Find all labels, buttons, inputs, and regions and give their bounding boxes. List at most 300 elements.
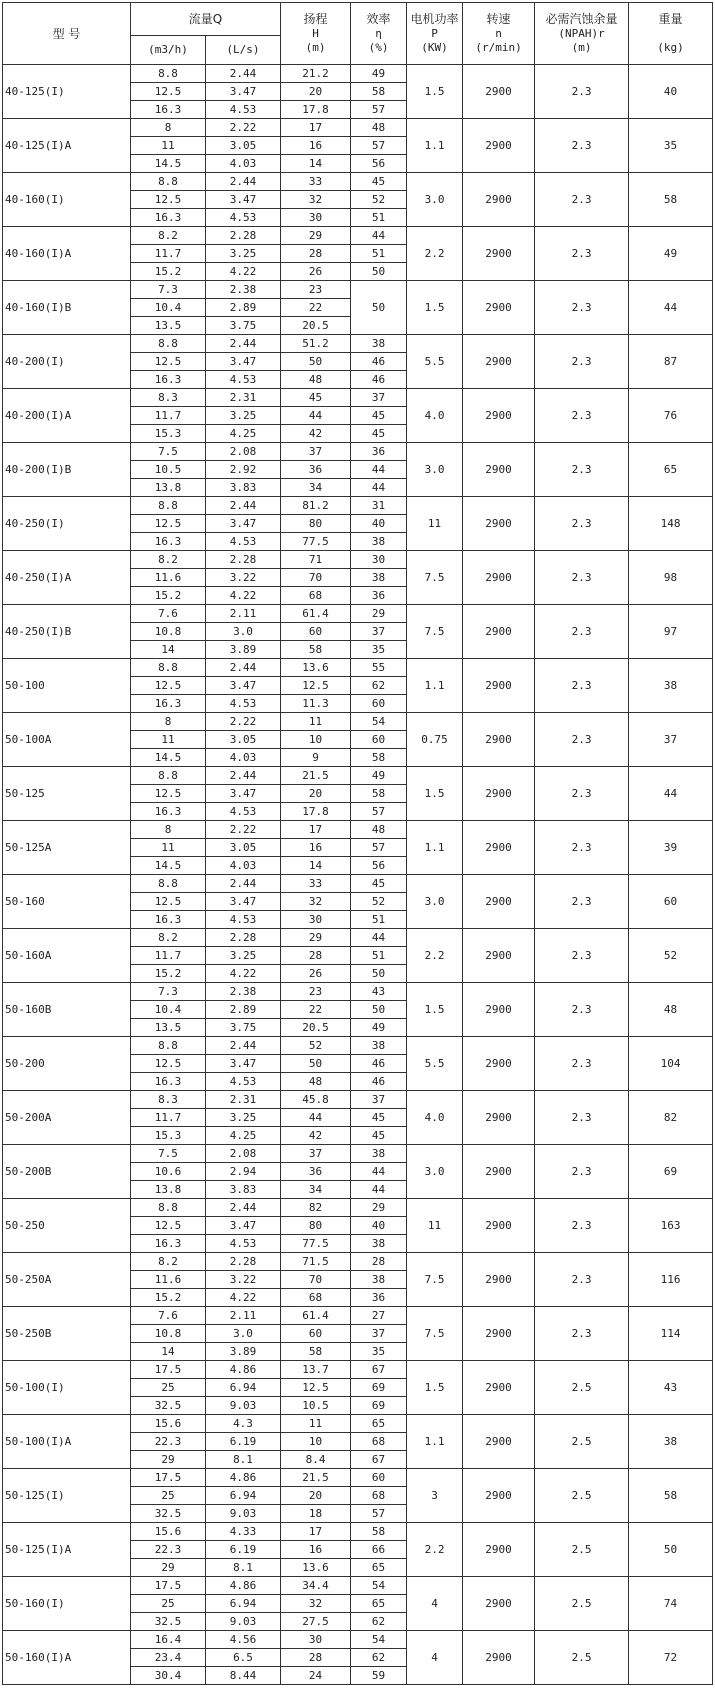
flow-m3h-cell: 14	[131, 641, 206, 659]
flow-ls-cell: 6.94	[206, 1595, 281, 1613]
flow-m3h-cell: 16.3	[131, 1235, 206, 1253]
efficiency-cell: 67	[351, 1451, 407, 1469]
model-cell: 40-200(I)	[3, 335, 131, 389]
flow-ls-cell: 2.44	[206, 875, 281, 893]
flow-ls-cell: 4.53	[206, 1235, 281, 1253]
head-cell: 33	[281, 173, 351, 191]
weight-cell: 50	[629, 1523, 713, 1577]
power-cell: 4	[407, 1631, 463, 1685]
model-cell: 50-250B	[3, 1307, 131, 1361]
header-head: 扬程 H (m)	[281, 3, 351, 65]
speed-cell: 2900	[463, 983, 535, 1037]
power-cell: 7.5	[407, 551, 463, 605]
efficiency-cell: 68	[351, 1487, 407, 1505]
head-cell: 20	[281, 1487, 351, 1505]
speed-cell: 2900	[463, 1523, 535, 1577]
speed-cell: 2900	[463, 1199, 535, 1253]
flow-ls-cell: 3.0	[206, 1325, 281, 1343]
table-row	[3, 281, 713, 299]
npsh-cell: 2.3	[535, 551, 629, 605]
flow-ls-cell: 2.44	[206, 173, 281, 191]
flow-m3h-cell: 29	[131, 1451, 206, 1469]
model-cell: 50-125A	[3, 821, 131, 875]
head-cell: 45	[281, 389, 351, 407]
table-row	[3, 821, 713, 839]
efficiency-cell: 44	[351, 1181, 407, 1199]
head-cell: 13.7	[281, 1361, 351, 1379]
efficiency-cell: 44	[351, 929, 407, 947]
head-cell: 16	[281, 839, 351, 857]
efficiency-cell: 45	[351, 1109, 407, 1127]
head-cell: 70	[281, 1271, 351, 1289]
efficiency-cell: 66	[351, 1541, 407, 1559]
npsh-cell: 2.3	[535, 227, 629, 281]
head-cell: 11.3	[281, 695, 351, 713]
flow-m3h-cell: 12.5	[131, 1055, 206, 1073]
efficiency-cell: 52	[351, 191, 407, 209]
head-cell: 20	[281, 785, 351, 803]
efficiency-cell: 46	[351, 371, 407, 389]
weight-cell: 72	[629, 1631, 713, 1685]
flow-m3h-cell: 11.7	[131, 1109, 206, 1127]
model-cell: 40-250(I)B	[3, 605, 131, 659]
power-cell: 1.5	[407, 767, 463, 821]
table-row	[3, 119, 713, 137]
npsh-cell: 2.5	[535, 1361, 629, 1415]
flow-m3h-cell: 11.7	[131, 245, 206, 263]
flow-ls-cell: 4.33	[206, 1523, 281, 1541]
flow-ls-cell: 3.47	[206, 677, 281, 695]
efficiency-cell: 51	[351, 947, 407, 965]
weight-cell: 44	[629, 281, 713, 335]
efficiency-cell: 50	[351, 281, 407, 335]
weight-cell: 40	[629, 65, 713, 119]
power-cell: 4.0	[407, 1091, 463, 1145]
flow-ls-cell: 4.53	[206, 911, 281, 929]
flow-m3h-cell: 8.3	[131, 389, 206, 407]
flow-ls-cell: 2.28	[206, 551, 281, 569]
weight-cell: 98	[629, 551, 713, 605]
weight-cell: 44	[629, 767, 713, 821]
flow-ls-cell: 3.25	[206, 407, 281, 425]
flow-ls-cell: 3.75	[206, 317, 281, 335]
weight-cell: 48	[629, 983, 713, 1037]
efficiency-cell: 37	[351, 389, 407, 407]
efficiency-cell: 38	[351, 335, 407, 353]
head-cell: 80	[281, 515, 351, 533]
weight-cell: 76	[629, 389, 713, 443]
flow-ls-cell: 4.03	[206, 749, 281, 767]
flow-m3h-cell: 16.3	[131, 1073, 206, 1091]
speed-cell: 2900	[463, 929, 535, 983]
speed-cell: 2900	[463, 1631, 535, 1685]
header-flow-m3h: (m3/h)	[131, 36, 206, 65]
head-cell: 32	[281, 1595, 351, 1613]
head-cell: 36	[281, 461, 351, 479]
head-cell: 30	[281, 911, 351, 929]
power-cell: 4	[407, 1577, 463, 1631]
flow-ls-cell: 6.19	[206, 1541, 281, 1559]
flow-m3h-cell: 15.2	[131, 965, 206, 983]
flow-ls-cell: 2.89	[206, 299, 281, 317]
head-cell: 27.5	[281, 1613, 351, 1631]
efficiency-cell: 52	[351, 893, 407, 911]
flow-m3h-cell: 29	[131, 1559, 206, 1577]
flow-ls-cell: 2.44	[206, 767, 281, 785]
model-cell: 40-125(I)A	[3, 119, 131, 173]
efficiency-cell: 58	[351, 1523, 407, 1541]
table-row	[3, 1523, 713, 1541]
head-cell: 8.4	[281, 1451, 351, 1469]
efficiency-cell: 51	[351, 209, 407, 227]
efficiency-cell: 58	[351, 83, 407, 101]
head-cell: 29	[281, 929, 351, 947]
head-cell: 17.8	[281, 101, 351, 119]
flow-m3h-cell: 14.5	[131, 155, 206, 173]
flow-m3h-cell: 11.7	[131, 407, 206, 425]
flow-m3h-cell: 10.6	[131, 1163, 206, 1181]
weight-cell: 58	[629, 173, 713, 227]
efficiency-cell: 51	[351, 245, 407, 263]
efficiency-cell: 57	[351, 803, 407, 821]
flow-m3h-cell: 8.8	[131, 65, 206, 83]
flow-m3h-cell: 7.3	[131, 281, 206, 299]
flow-ls-cell: 4.53	[206, 803, 281, 821]
weight-cell: 58	[629, 1469, 713, 1523]
flow-m3h-cell: 17.5	[131, 1361, 206, 1379]
flow-ls-cell: 2.28	[206, 1253, 281, 1271]
flow-m3h-cell: 7.3	[131, 983, 206, 1001]
speed-cell: 2900	[463, 605, 535, 659]
head-cell: 30	[281, 1631, 351, 1649]
flow-ls-cell: 8.1	[206, 1559, 281, 1577]
weight-cell: 74	[629, 1577, 713, 1631]
efficiency-cell: 46	[351, 1055, 407, 1073]
head-cell: 34.4	[281, 1577, 351, 1595]
efficiency-cell: 57	[351, 839, 407, 857]
flow-ls-cell: 4.03	[206, 155, 281, 173]
flow-ls-cell: 4.53	[206, 533, 281, 551]
power-cell: 2.2	[407, 227, 463, 281]
flow-m3h-cell: 7.6	[131, 1307, 206, 1325]
head-cell: 60	[281, 1325, 351, 1343]
efficiency-cell: 57	[351, 101, 407, 119]
efficiency-cell: 60	[351, 695, 407, 713]
efficiency-cell: 45	[351, 425, 407, 443]
speed-cell: 2900	[463, 1145, 535, 1199]
flow-ls-cell: 4.3	[206, 1415, 281, 1433]
flow-m3h-cell: 23.4	[131, 1649, 206, 1667]
npsh-cell: 2.3	[535, 713, 629, 767]
npsh-cell: 2.3	[535, 767, 629, 821]
npsh-cell: 2.3	[535, 1253, 629, 1307]
head-cell: 20	[281, 83, 351, 101]
flow-ls-cell: 9.03	[206, 1505, 281, 1523]
header-power: 电机功率 P (KW)	[407, 3, 463, 65]
flow-m3h-cell: 15.2	[131, 587, 206, 605]
flow-m3h-cell: 10.5	[131, 461, 206, 479]
model-cell: 40-250(I)A	[3, 551, 131, 605]
efficiency-cell: 56	[351, 155, 407, 173]
flow-m3h-cell: 11	[131, 731, 206, 749]
power-cell: 1.1	[407, 659, 463, 713]
flow-ls-cell: 2.22	[206, 119, 281, 137]
flow-m3h-cell: 8	[131, 713, 206, 731]
flow-ls-cell: 4.22	[206, 965, 281, 983]
efficiency-cell: 62	[351, 1613, 407, 1631]
head-cell: 51.2	[281, 335, 351, 353]
flow-ls-cell: 4.25	[206, 425, 281, 443]
efficiency-cell: 36	[351, 443, 407, 461]
flow-m3h-cell: 25	[131, 1379, 206, 1397]
flow-ls-cell: 4.22	[206, 587, 281, 605]
efficiency-cell: 50	[351, 263, 407, 281]
model-cell: 50-160	[3, 875, 131, 929]
table-row	[3, 659, 713, 677]
head-cell: 50	[281, 353, 351, 371]
head-cell: 37	[281, 1145, 351, 1163]
npsh-cell: 2.3	[535, 821, 629, 875]
flow-m3h-cell: 25	[131, 1595, 206, 1613]
flow-m3h-cell: 15.3	[131, 425, 206, 443]
head-cell: 22	[281, 1001, 351, 1019]
head-cell: 61.4	[281, 605, 351, 623]
flow-m3h-cell: 8.2	[131, 551, 206, 569]
flow-m3h-cell: 10.4	[131, 1001, 206, 1019]
power-cell: 11	[407, 497, 463, 551]
flow-ls-cell: 2.31	[206, 1091, 281, 1109]
efficiency-cell: 57	[351, 1505, 407, 1523]
flow-ls-cell: 3.47	[206, 515, 281, 533]
table-row	[3, 1631, 713, 1649]
flow-m3h-cell: 8	[131, 821, 206, 839]
efficiency-cell: 48	[351, 119, 407, 137]
head-cell: 44	[281, 407, 351, 425]
power-cell: 4.0	[407, 389, 463, 443]
table-row	[3, 173, 713, 191]
flow-ls-cell: 3.89	[206, 641, 281, 659]
header-model: 型 号	[3, 3, 131, 65]
table-row	[3, 551, 713, 569]
flow-ls-cell: 3.83	[206, 1181, 281, 1199]
flow-ls-cell: 9.03	[206, 1613, 281, 1631]
flow-ls-cell: 2.44	[206, 335, 281, 353]
efficiency-cell: 55	[351, 659, 407, 677]
head-cell: 28	[281, 245, 351, 263]
flow-ls-cell: 2.44	[206, 497, 281, 515]
head-cell: 17	[281, 821, 351, 839]
head-cell: 36	[281, 1163, 351, 1181]
efficiency-cell: 38	[351, 533, 407, 551]
flow-m3h-cell: 14	[131, 1343, 206, 1361]
flow-ls-cell: 6.94	[206, 1487, 281, 1505]
efficiency-cell: 40	[351, 515, 407, 533]
weight-cell: 37	[629, 713, 713, 767]
power-cell: 5.5	[407, 335, 463, 389]
flow-m3h-cell: 12.5	[131, 515, 206, 533]
npsh-cell: 2.5	[535, 1415, 629, 1469]
efficiency-cell: 54	[351, 1577, 407, 1595]
flow-ls-cell: 3.25	[206, 245, 281, 263]
head-cell: 22	[281, 299, 351, 317]
model-cell: 50-100(I)	[3, 1361, 131, 1415]
flow-ls-cell: 3.05	[206, 839, 281, 857]
flow-ls-cell: 3.0	[206, 623, 281, 641]
npsh-cell: 2.3	[535, 389, 629, 443]
flow-m3h-cell: 12.5	[131, 353, 206, 371]
flow-ls-cell: 8.44	[206, 1667, 281, 1685]
npsh-cell: 2.3	[535, 335, 629, 389]
efficiency-cell: 69	[351, 1379, 407, 1397]
npsh-cell: 2.3	[535, 1307, 629, 1361]
model-cell: 40-250(I)	[3, 497, 131, 551]
flow-ls-cell: 3.05	[206, 731, 281, 749]
table-row	[3, 605, 713, 623]
head-cell: 34	[281, 479, 351, 497]
table-row	[3, 1577, 713, 1595]
efficiency-cell: 37	[351, 1091, 407, 1109]
efficiency-cell: 44	[351, 1163, 407, 1181]
speed-cell: 2900	[463, 821, 535, 875]
npsh-cell: 2.3	[535, 65, 629, 119]
npsh-cell: 2.3	[535, 443, 629, 497]
efficiency-cell: 36	[351, 587, 407, 605]
power-cell: 1.5	[407, 1361, 463, 1415]
weight-cell: 38	[629, 659, 713, 713]
flow-m3h-cell: 10.4	[131, 299, 206, 317]
flow-m3h-cell: 16.4	[131, 1631, 206, 1649]
head-cell: 32	[281, 191, 351, 209]
head-cell: 24	[281, 1667, 351, 1685]
table-row	[3, 713, 713, 731]
head-cell: 21.5	[281, 767, 351, 785]
npsh-cell: 2.3	[535, 1199, 629, 1253]
flow-ls-cell: 9.03	[206, 1397, 281, 1415]
npsh-cell: 2.3	[535, 173, 629, 227]
flow-m3h-cell: 22.3	[131, 1433, 206, 1451]
flow-m3h-cell: 8.8	[131, 1199, 206, 1217]
head-cell: 17	[281, 1523, 351, 1541]
npsh-cell: 2.3	[535, 659, 629, 713]
power-cell: 5.5	[407, 1037, 463, 1091]
efficiency-cell: 62	[351, 1649, 407, 1667]
power-cell: 2.2	[407, 1523, 463, 1577]
flow-m3h-cell: 13.5	[131, 1019, 206, 1037]
flow-ls-cell: 4.53	[206, 371, 281, 389]
flow-ls-cell: 3.75	[206, 1019, 281, 1037]
flow-ls-cell: 4.22	[206, 1289, 281, 1307]
flow-m3h-cell: 13.8	[131, 1181, 206, 1199]
efficiency-cell: 57	[351, 137, 407, 155]
header-weight: 重量 (kg)	[629, 3, 713, 65]
speed-cell: 2900	[463, 875, 535, 929]
model-cell: 40-125(I)	[3, 65, 131, 119]
flow-ls-cell: 2.44	[206, 659, 281, 677]
model-cell: 50-100	[3, 659, 131, 713]
flow-ls-cell: 2.22	[206, 713, 281, 731]
weight-cell: 104	[629, 1037, 713, 1091]
flow-m3h-cell: 8.2	[131, 227, 206, 245]
npsh-cell: 2.3	[535, 875, 629, 929]
flow-m3h-cell: 16.3	[131, 209, 206, 227]
npsh-cell: 2.3	[535, 1037, 629, 1091]
weight-cell: 69	[629, 1145, 713, 1199]
efficiency-cell: 44	[351, 479, 407, 497]
flow-m3h-cell: 10.8	[131, 1325, 206, 1343]
efficiency-cell: 30	[351, 551, 407, 569]
flow-m3h-cell: 7.5	[131, 1145, 206, 1163]
head-cell: 32	[281, 893, 351, 911]
flow-m3h-cell: 8.8	[131, 335, 206, 353]
flow-m3h-cell: 13.5	[131, 317, 206, 335]
model-cell: 40-200(I)B	[3, 443, 131, 497]
weight-cell: 97	[629, 605, 713, 659]
weight-cell: 39	[629, 821, 713, 875]
flow-ls-cell: 3.47	[206, 191, 281, 209]
efficiency-cell: 49	[351, 1019, 407, 1037]
npsh-cell: 2.3	[535, 1145, 629, 1199]
speed-cell: 2900	[463, 443, 535, 497]
speed-cell: 2900	[463, 1577, 535, 1631]
flow-ls-cell: 2.11	[206, 1307, 281, 1325]
flow-m3h-cell: 8.8	[131, 173, 206, 191]
efficiency-cell: 35	[351, 1343, 407, 1361]
table-row	[3, 65, 713, 83]
flow-ls-cell: 4.86	[206, 1577, 281, 1595]
flow-m3h-cell: 10.8	[131, 623, 206, 641]
table-row	[3, 1253, 713, 1271]
efficiency-cell: 46	[351, 1073, 407, 1091]
model-cell: 50-160(I)A	[3, 1631, 131, 1685]
flow-ls-cell: 3.05	[206, 137, 281, 155]
efficiency-cell: 69	[351, 1397, 407, 1415]
weight-cell: 148	[629, 497, 713, 551]
flow-m3h-cell: 11.6	[131, 569, 206, 587]
head-cell: 68	[281, 1289, 351, 1307]
head-cell: 30	[281, 209, 351, 227]
head-cell: 33	[281, 875, 351, 893]
efficiency-cell: 56	[351, 857, 407, 875]
flow-m3h-cell: 8	[131, 119, 206, 137]
head-cell: 42	[281, 425, 351, 443]
flow-ls-cell: 2.38	[206, 281, 281, 299]
flow-ls-cell: 3.47	[206, 1217, 281, 1235]
npsh-cell: 2.3	[535, 929, 629, 983]
table-row	[3, 1199, 713, 1217]
power-cell: 1.1	[407, 821, 463, 875]
speed-cell: 2900	[463, 65, 535, 119]
power-cell: 3.0	[407, 875, 463, 929]
efficiency-cell: 65	[351, 1595, 407, 1613]
flow-ls-cell: 4.53	[206, 101, 281, 119]
flow-m3h-cell: 14.5	[131, 857, 206, 875]
flow-m3h-cell: 16.3	[131, 911, 206, 929]
flow-ls-cell: 2.08	[206, 443, 281, 461]
efficiency-cell: 45	[351, 1127, 407, 1145]
head-cell: 16	[281, 1541, 351, 1559]
head-cell: 44	[281, 1109, 351, 1127]
flow-m3h-cell: 25	[131, 1487, 206, 1505]
speed-cell: 2900	[463, 335, 535, 389]
efficiency-cell: 50	[351, 1001, 407, 1019]
flow-ls-cell: 6.19	[206, 1433, 281, 1451]
model-cell: 50-125(I)	[3, 1469, 131, 1523]
flow-ls-cell: 3.25	[206, 1109, 281, 1127]
power-cell: 3.0	[407, 443, 463, 497]
model-cell: 50-125(I)A	[3, 1523, 131, 1577]
flow-m3h-cell: 8.2	[131, 929, 206, 947]
power-cell: 7.5	[407, 605, 463, 659]
